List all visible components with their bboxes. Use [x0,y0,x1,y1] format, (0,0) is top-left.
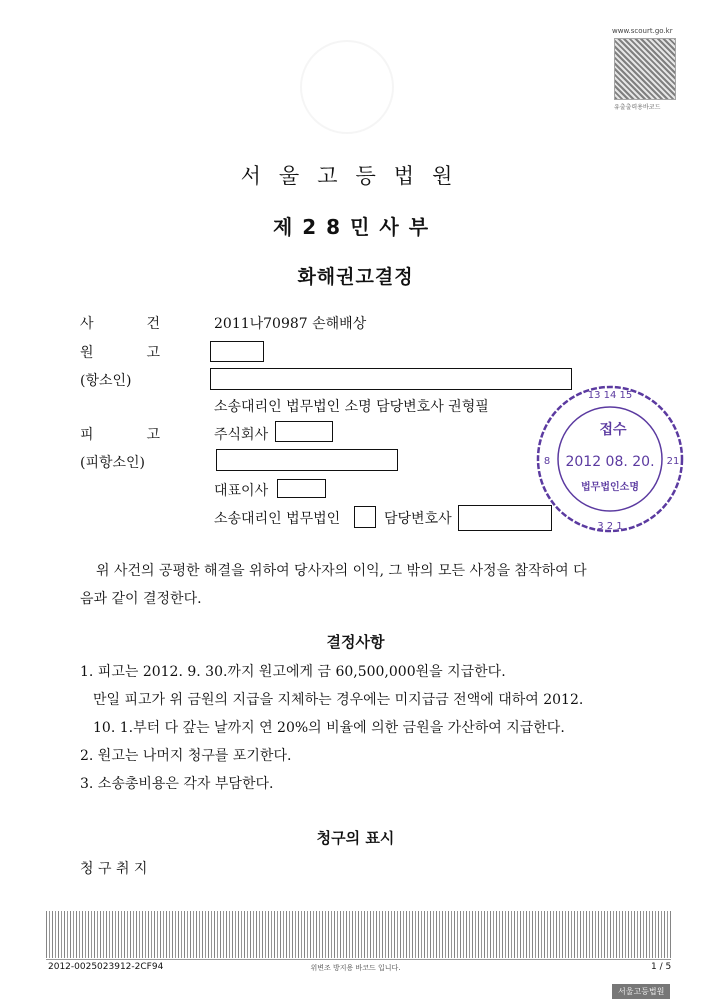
defendant-counsel-lawyer: 담당변호사 [384,511,452,527]
intro-line-1: 위 사건의 공평한 해결을 위하여 당사자의 이익, 그 밖의 모든 사정을 참작하여 다 [96,563,587,579]
decision-item-1-cont-2: 10. 1.부터 다 갚는 날까지 연 20%의 비율에 의한 금원을 가산하여 지급한다. [93,720,565,736]
svg-text:21: 21 [666,456,680,467]
svg-text:3 2 1: 3 2 1 [597,521,623,532]
stamp-firm: 법무법인소명 [581,482,639,493]
decision-item-1: 1. 피고는 2012. 9. 30.까지 원고에게 금 60,500,000원을 지급한다. [80,664,506,680]
redacted-plaintiff-name [210,341,264,362]
anti-forgery-barcode-icon [46,911,671,958]
decision-heading: 결정사항 [326,633,385,651]
plaintiff-label: 원 고 [80,345,160,361]
document-title: 화해권고결정 [297,266,414,288]
site-url: www.scourt.go.kr [612,27,673,35]
appellee-label: (피항소인) [80,455,146,471]
footer-court: 서울고등법원 [612,984,670,999]
redacted-firm-name [354,506,376,528]
svg-text:8: 8 [543,456,551,467]
case-label: 사 건 [80,316,160,332]
claims-purpose: 청 구 취 지 [80,861,148,877]
qr-code-icon [614,38,676,100]
barcode-notice: 위변조 방지용 바코드 입니다. [310,964,401,972]
redacted-representative [277,479,326,498]
redacted-defendant-name [275,421,333,442]
plaintiff-counsel: 소송대리인 법무법인 소명 담당변호사 권형필 [214,399,489,415]
intro-line-2: 음과 같이 결정한다. [80,591,202,607]
claims-heading: 청구의 표시 [316,829,395,847]
received-stamp [535,384,685,534]
case-value: 2011나70987 손해배상 [214,316,367,332]
footer-divider [46,959,671,960]
decision-item-2: 2. 원고는 나머지 청구를 포기한다. [80,748,292,764]
court-name: 서울고등법원 [240,164,471,188]
document-id: 2012-0025023912-2CF94 [48,962,164,972]
defendant-company: 주식회사 [214,427,269,443]
court-seal-watermark [300,40,394,134]
representative-label: 대표이사 [214,483,269,499]
defendant-label: 피 고 [80,427,160,443]
stamp-date: 2012 08. 20. [565,454,655,470]
defendant-counsel-firm: 소송대리인 법무법인 [214,511,341,527]
division-name: 제28민사부 [272,215,439,239]
page-number: 1 / 5 [651,962,672,972]
redacted-defendant-address [216,449,398,471]
decision-item-1-cont: 만일 피고가 위 금원의 지급을 지체하는 경우에는 미지급금 전액에 대하여 2012. [93,692,584,708]
stamp-label: 접수 [599,422,627,438]
redacted-plaintiff-address [210,368,572,390]
decision-item-3: 3. 소송총비용은 각자 부담한다. [80,776,274,792]
appellant-label: (항소인) [80,373,132,389]
qr-caption: 유출출력용바코드 [614,104,661,111]
svg-text:13 14 15: 13 14 15 [587,390,633,401]
